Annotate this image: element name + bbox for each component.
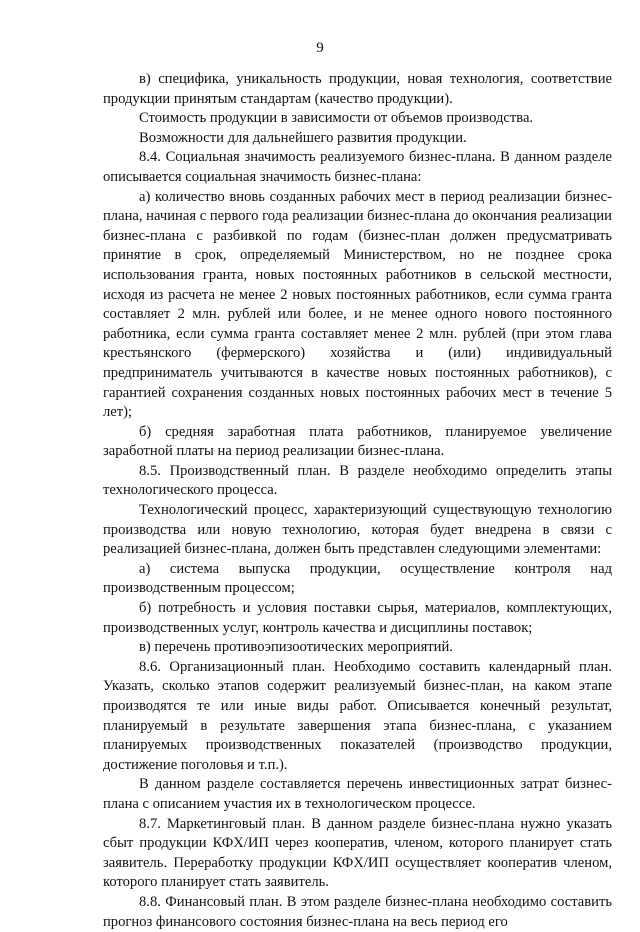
paragraph-investment-costs: В данном разделе составляется перечень инвестиционных затрат бизнес-плана с описанием участия их в технологическом процессе. — [103, 776, 612, 812]
paragraph-output-system: а) система выпуска продукции, осуществление контроля над производственным процессом; — [103, 560, 612, 597]
paragraph-new-jobs: а) количество вновь созданных рабочих мест в период реализации бизнес-плана, начиная с первого года реализации бизнес-плана до окончания реализации бизнес-плана с разбивкой по годам (бизнес-план должен предусматривать принятие в срок, определяемый Министерством, но не позднее срока использования гранта, новых постоянных работников в сельской местности, исходя из расчета не менее 2 новых постоянных работников, если сумма гранта составляет 2 млн. рублей или более, и не менее одного нового постоянного работника, если сумма гранта составляет менее 2 млн. рублей (при этом глава крестьянского (фермерского) хозяйства и (или) индивидуальный предприниматель учитываются в качестве новых постоянных работников), с гарантией сохранения созданных новых постоянных рабочих мест в течение 5 лет); — [103, 188, 612, 421]
paragraph-tech-process: Технологический процесс, характеризующий существующую технологию производства или новую технологию, которая будет внедрена в связи с реализацией бизнес-плана, должен быть представлен следующими элементами: — [103, 502, 612, 558]
paragraph-quality-specifics: в) специфика, уникальность продукции, новая технология, соответствие продукции принятым стандартам (качество продукции). — [103, 71, 612, 107]
paragraph-section-8-4: 8.4. Социальная значимость реализуемого бизнес-плана. В данном разделе описывается социальная значимость бизнес-плана: — [103, 149, 612, 185]
document-body — [103, 70, 612, 932]
paragraph-section-8-6: 8.6. Организационный план. Необходимо составить календарный план. Указать, сколько этапов содержит реализуемый бизнес-план, на каком этапе производятся те или иные виды работ. Описывается конечный результат, планируемый в результате завершения этапа бизнес-плана, с указанием планируемых производственных показателей (производство продукции, достижение поголовья и т.п.). — [103, 658, 612, 773]
paragraph-section-8-7: 8.7. Маркетинговый план. В данном разделе бизнес-плана нужно указать сбыт продукции КФХ/ИП через кооператив, членом, которого планирует стать заявитель. Переработку продукции КФХ/ИП осуществляет кооператив членом, которого планирует стать заявитель. — [103, 815, 612, 891]
paragraph-antiepizootic: в) перечень противоэпизоотических мероприятий. — [139, 639, 453, 656]
paragraph-development-options: Возможности для дальнейшего развития продукции. — [139, 129, 467, 146]
paragraph-section-8-5: 8.5. Производственный план. В разделе необходимо определить этапы технологического процесса. — [103, 462, 612, 499]
paragraph-supply-conditions: б) потребность и условия поставки сырья, материалов, комплектующих, производственных услуг, контроль качества и дисциплины поставок; — [103, 600, 612, 636]
paragraph-section-8-8: 8.8. Финансовый план. В этом разделе бизнес-плана необходимо составить прогноз финансового состояния бизнес-плана на весь период его — [103, 893, 612, 930]
paragraph-cost-by-volume: Стоимость продукции в зависимости от объемов производства. — [139, 110, 534, 127]
page-number: 9 — [316, 40, 324, 56]
paragraph-average-salary: б) средняя заработная плата работников, планируемое увеличение заработной платы на период реализации бизнес-плана. — [103, 423, 612, 460]
